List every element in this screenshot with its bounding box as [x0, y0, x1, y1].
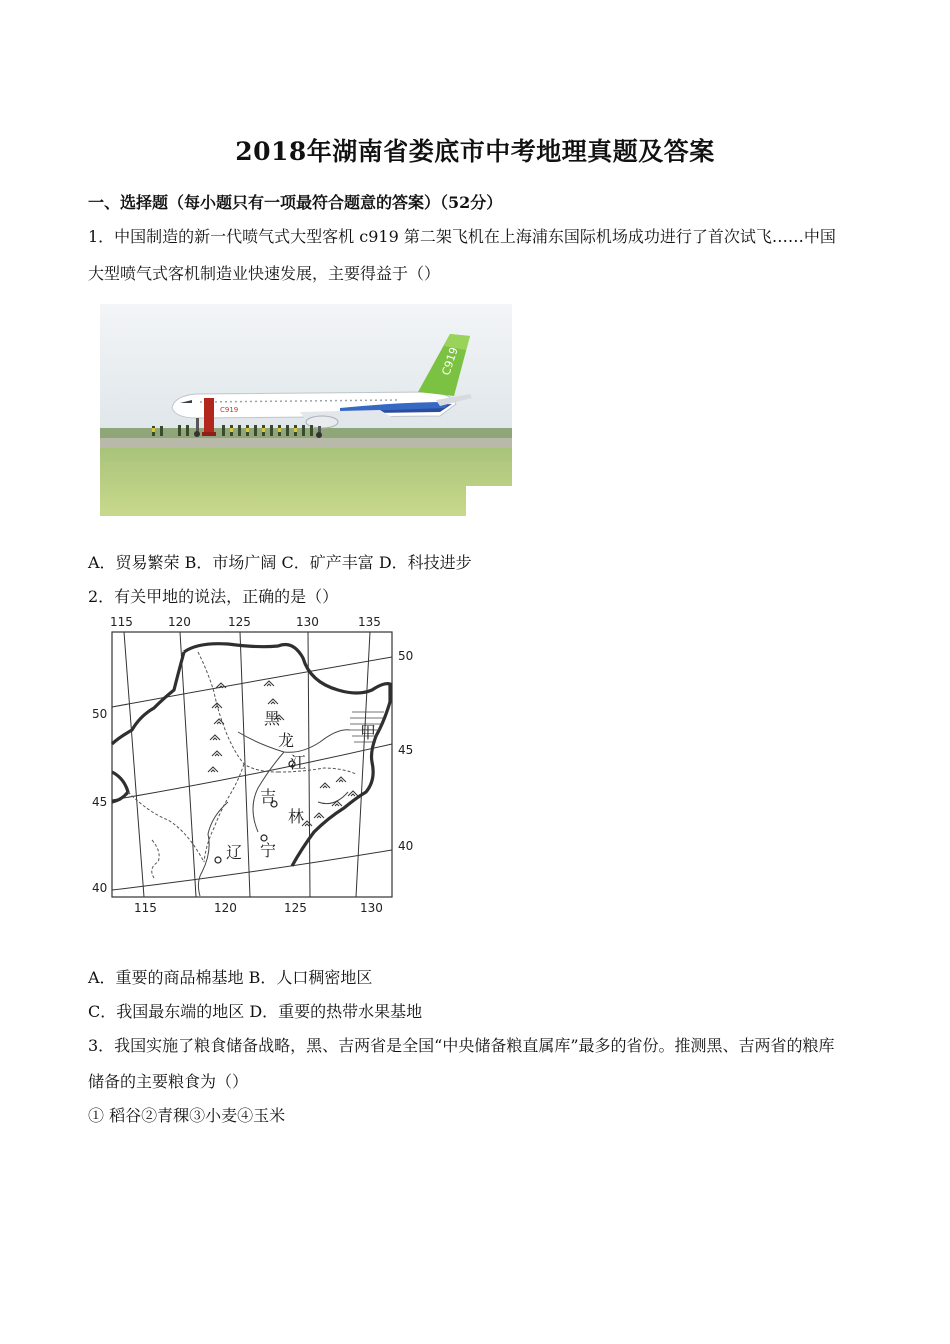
- northeast-china-map: [88, 612, 428, 917]
- section-heading: 一、选择题（每小题只有一项最符合题意的答案）（52分）: [88, 193, 503, 212]
- label-ji: 吉: [260, 787, 277, 806]
- left-lat-label: 50: [92, 707, 108, 721]
- top-lon-label: 115: [110, 615, 133, 629]
- bottom-lon-label: 125: [284, 901, 307, 915]
- label-hei: 黑: [264, 709, 281, 728]
- fuselage-logo-text: C919: [220, 406, 239, 414]
- top-lon-label: 125: [228, 615, 251, 629]
- right-lat-label: 40: [398, 839, 414, 853]
- question-3-line-2: 储备的主要粮食为（）: [88, 1072, 249, 1091]
- question-1-line-2: 大型喷气式客机制造业快速发展，主要得益于（）: [88, 264, 441, 283]
- question-1-line-1: 1．中国制造的新一代喷气式大型客机 c919 第二架飞机在上海浦东国际机场成功进行了首次试飞……中国: [88, 227, 836, 246]
- question-3-line-1: 3．我国实施了粮食储备战略，黑、吉两省是全国“中央储备粮直属库”最多的省份。推测黑、吉两省的粮库: [88, 1036, 835, 1055]
- label-jia: 甲: [360, 723, 377, 742]
- label-ning: 宁: [260, 841, 277, 860]
- question-2-options-line-1: A．重要的商品棉基地 B．人口稠密地区: [88, 968, 373, 987]
- label-lin: 林: [288, 807, 305, 826]
- label-liao: 辽: [226, 843, 243, 862]
- question-2-options-line-2: C．我国最东端的地区 D．重要的热带水果基地: [88, 1002, 423, 1021]
- left-lat-label: 40: [92, 881, 108, 895]
- label-long: 龙: [278, 731, 295, 750]
- c919-aircraft-photo: [100, 304, 512, 516]
- tail-logo-text: C919: [439, 345, 461, 377]
- page-title: 2018年湖南省娄底市中考地理真题及答案: [235, 137, 715, 166]
- right-lat-label: 45: [398, 743, 414, 757]
- question-3-choices: ① 稻谷②青稞③小麦④玉米: [88, 1106, 286, 1125]
- top-lon-label: 135: [358, 615, 381, 629]
- bottom-lon-label: 120: [214, 901, 237, 915]
- left-lat-label: 45: [92, 795, 108, 809]
- right-lat-label: 50: [398, 649, 414, 663]
- question-2-stem: 2．有关甲地的说法，正确的是（）: [88, 587, 339, 606]
- bottom-lon-label: 115: [134, 901, 157, 915]
- question-1-options: A．贸易繁荣 B．市场广阔 C．矿产丰富 D．科技进步: [88, 553, 472, 572]
- top-lon-label: 120: [168, 615, 191, 629]
- bottom-lon-label: 130: [360, 901, 383, 915]
- label-jiang: 江: [290, 753, 307, 772]
- top-lon-label: 130: [296, 615, 319, 629]
